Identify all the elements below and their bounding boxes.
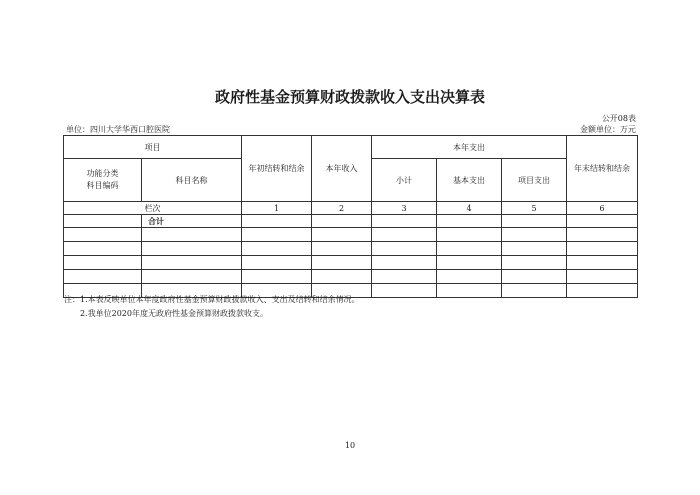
table-row bbox=[64, 242, 638, 256]
subtotal-header: 小计 bbox=[372, 159, 437, 202]
subject-code-header: 科目编码 bbox=[86, 181, 119, 190]
table-row bbox=[64, 228, 638, 242]
column-number: 4 bbox=[437, 202, 502, 215]
note-line: 注：1.本表反映单位本年度政府性基金预算财政拨款收入、支出及结转和结余情况。 bbox=[64, 295, 360, 304]
table-cell bbox=[567, 215, 638, 228]
amount-unit-label: 金额单位：万元 bbox=[580, 125, 636, 134]
total-label: 合计 bbox=[142, 215, 242, 228]
column-number: 6 bbox=[567, 202, 638, 215]
page-number: 10 bbox=[344, 441, 356, 450]
form-number: 公开08表 bbox=[601, 114, 636, 123]
notes bbox=[64, 293, 360, 321]
column-number-row bbox=[64, 202, 638, 215]
income-header: 本年收入 bbox=[312, 136, 372, 202]
closing-balance-header: 年末结转和结余 bbox=[567, 136, 638, 202]
total-row bbox=[64, 215, 638, 228]
project-header: 项目支出 bbox=[502, 159, 567, 202]
item-header: 项目 bbox=[64, 136, 242, 159]
table-cell bbox=[242, 215, 312, 228]
column-number: 3 bbox=[372, 202, 437, 215]
column-number: 2 bbox=[312, 202, 372, 215]
table-row bbox=[64, 270, 638, 284]
budget-table bbox=[63, 135, 638, 298]
column-number: 5 bbox=[502, 202, 567, 215]
code-header bbox=[64, 159, 142, 202]
func-code-header: 功能分类 bbox=[86, 169, 119, 178]
opening-balance-header: 年初结转和结余 bbox=[242, 136, 312, 202]
basic-header: 基本支出 bbox=[437, 159, 502, 202]
expenditure-header: 本年支出 bbox=[372, 136, 567, 159]
unit-label: 单位：四川大学华西口腔医院 bbox=[66, 125, 170, 134]
document-title: 政府性基金预算财政拨款收入支出决算表 bbox=[214, 88, 485, 106]
table-row bbox=[64, 256, 638, 270]
table-cell bbox=[372, 215, 437, 228]
table-cell bbox=[312, 215, 372, 228]
column-number: 1 bbox=[242, 202, 312, 215]
table-cell bbox=[437, 215, 502, 228]
subject-name-header: 科目名称 bbox=[142, 159, 242, 202]
column-number-label: 栏次 bbox=[64, 202, 242, 215]
table-cell bbox=[502, 215, 567, 228]
table-cell bbox=[64, 215, 142, 228]
note-line: 2.我单位2020年度无政府性基金预算财政拨款收支。 bbox=[80, 309, 268, 318]
